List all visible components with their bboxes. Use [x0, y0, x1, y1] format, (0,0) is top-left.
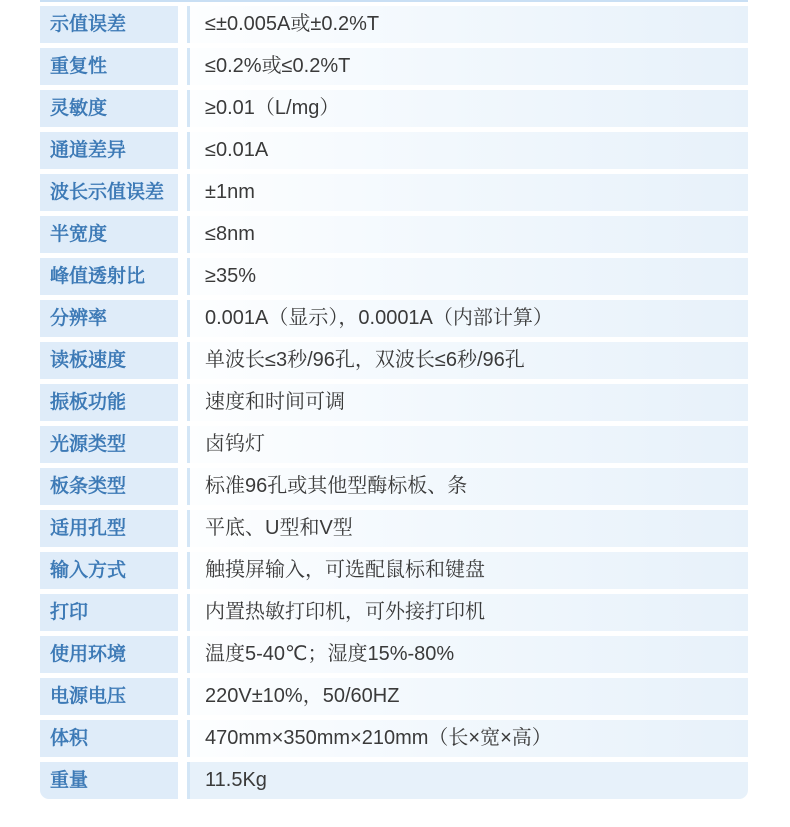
- table-row: [40, 90, 748, 127]
- column-gap: [178, 636, 187, 673]
- table-row: [40, 678, 748, 715]
- spec-value: ≤8nm: [187, 216, 748, 253]
- spec-label: 灵敏度: [40, 90, 178, 127]
- spec-table: [40, 0, 748, 804]
- column-gap: [178, 174, 187, 211]
- column-gap: [178, 384, 187, 421]
- table-row: [40, 720, 748, 757]
- column-gap: [178, 468, 187, 505]
- spec-label: 重量: [40, 762, 178, 799]
- table-row: [40, 426, 748, 463]
- spec-value: 温度5-40℃；湿度15%-80%: [187, 636, 748, 673]
- spec-value: 11.5Kg: [187, 762, 748, 799]
- column-gap: [178, 258, 187, 295]
- table-row: [40, 762, 748, 799]
- spec-value: 单波长≤3秒/96孔，双波长≤6秒/96孔: [187, 342, 748, 379]
- table-row: [40, 468, 748, 505]
- spec-label: 适用孔型: [40, 510, 178, 547]
- table-top-divider: [40, 0, 748, 2]
- spec-label: 电源电压: [40, 678, 178, 715]
- column-gap: [178, 426, 187, 463]
- spec-value: ≤0.2%或≤0.2%T: [187, 48, 748, 85]
- table-row: [40, 48, 748, 85]
- column-gap: [178, 720, 187, 757]
- column-gap: [178, 48, 187, 85]
- column-gap: [178, 216, 187, 253]
- spec-label: 半宽度: [40, 216, 178, 253]
- spec-label: 输入方式: [40, 552, 178, 589]
- spec-label: 读板速度: [40, 342, 178, 379]
- spec-value: ≥0.01（L/mg）: [187, 90, 748, 127]
- table-row: [40, 216, 748, 253]
- spec-label: 重复性: [40, 48, 178, 85]
- spec-value: ≤±0.005A或±0.2%T: [187, 6, 748, 43]
- spec-label: 峰值透射比: [40, 258, 178, 295]
- spec-value: ≤0.01A: [187, 132, 748, 169]
- column-gap: [178, 594, 187, 631]
- spec-value: 标准96孔或其他型酶标板、条: [187, 468, 748, 505]
- spec-value: 0.001A（显示），0.0001A（内部计算）: [187, 300, 748, 337]
- column-gap: [178, 342, 187, 379]
- spec-label: 使用环境: [40, 636, 178, 673]
- table-row: [40, 552, 748, 589]
- table-row: [40, 636, 748, 673]
- table-row: [40, 300, 748, 337]
- column-gap: [178, 510, 187, 547]
- table-row: [40, 6, 748, 43]
- spec-label: 光源类型: [40, 426, 178, 463]
- column-gap: [178, 132, 187, 169]
- column-gap: [178, 762, 187, 799]
- spec-value: 速度和时间可调: [187, 384, 748, 421]
- column-gap: [178, 300, 187, 337]
- table-row: [40, 510, 748, 547]
- spec-label: 波长示值误差: [40, 174, 178, 211]
- spec-label: 分辨率: [40, 300, 178, 337]
- column-gap: [178, 90, 187, 127]
- spec-label: 振板功能: [40, 384, 178, 421]
- column-gap: [178, 678, 187, 715]
- table-row: [40, 174, 748, 211]
- spec-value: ±1nm: [187, 174, 748, 211]
- table-row: [40, 342, 748, 379]
- spec-value: 卤钨灯: [187, 426, 748, 463]
- table-row: [40, 132, 748, 169]
- table-row: [40, 384, 748, 421]
- spec-value: 平底、U型和V型: [187, 510, 748, 547]
- spec-value: 220V±10%，50/60HZ: [187, 678, 748, 715]
- spec-value: 内置热敏打印机，可外接打印机: [187, 594, 748, 631]
- table-row: [40, 258, 748, 295]
- spec-value: 470mm×350mm×210mm（长×宽×高）: [187, 720, 748, 757]
- column-gap: [178, 552, 187, 589]
- spec-label: 通道差异: [40, 132, 178, 169]
- spec-label: 板条类型: [40, 468, 178, 505]
- spec-label: 体积: [40, 720, 178, 757]
- spec-label: 打印: [40, 594, 178, 631]
- table-row: [40, 594, 748, 631]
- spec-value: ≥35%: [187, 258, 748, 295]
- spec-label: 示值误差: [40, 6, 178, 43]
- column-gap: [178, 6, 187, 43]
- spec-value: 触摸屏输入，可选配鼠标和键盘: [187, 552, 748, 589]
